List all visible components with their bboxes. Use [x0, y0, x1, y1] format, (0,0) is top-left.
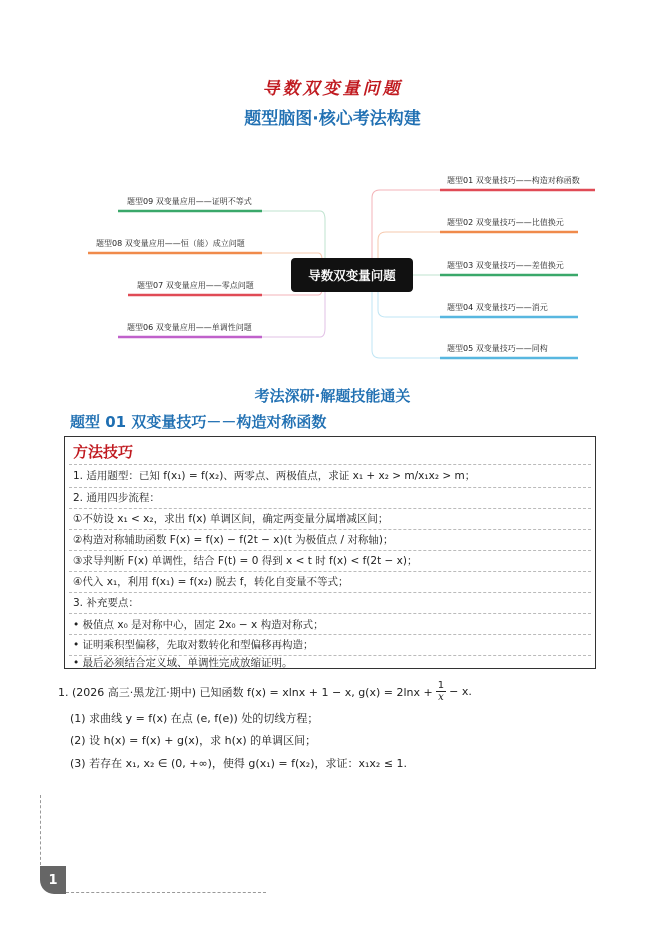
section-heading: 考法深研·解题技能通关 [254, 387, 411, 405]
method-title: 方法技巧 [73, 443, 134, 461]
method-line-3: ①不妨设 x₁ < x₂，求出 f(x) 单调区间，确定两变量分属增减区间； [73, 513, 389, 525]
mindmap-branch-07: 题型07 双变量应用——零点问题 [137, 281, 254, 290]
type-heading: 题型 01 双变量技巧－－构造对称函数 [70, 413, 327, 431]
mindmap-branch-04: 题型04 双变量技巧——消元 [447, 303, 548, 312]
method-line-4: ②构造对称辅助函数 F(x) = f(x) − f(2t − x)(t 为极值点 / 对称轴)； [73, 534, 394, 546]
method-line-9: • 证明乘积型偏移，先取对数转化和型偏移再构造； [73, 639, 314, 651]
method-divider [69, 634, 591, 635]
mindmap-branch-02: 题型02 双变量技巧——比值换元 [447, 218, 564, 227]
method-line-1: 1. 适用题型：已知 f(x₁) = f(x₂)、两零点、两极值点，求证 x₁ + x₂ > m/x₁x₂ > m； [73, 470, 476, 482]
method-line-5: ③求导判断 F(x) 单调性，结合 F(t) = 0 得到 x < t 时 f(x) < f(2t − x)； [73, 555, 418, 567]
question-part-2: (2) 设 h(x) = f(x) + g(x)，求 h(x) 的单调区间； [70, 734, 317, 747]
mindmap-branch-06: 题型06 双变量应用——单调性问题 [127, 323, 252, 332]
document-subtitle: 题型脑图·核心考法构建 [244, 109, 421, 129]
mindmap-branch-03: 题型03 双变量技巧——差值换元 [447, 261, 564, 270]
method-line-8: • 极值点 x₀ 是对称中心，固定 2x₀ − x 构造对称式； [73, 619, 324, 631]
method-line-2: 2. 通用四步流程： [73, 492, 160, 504]
method-divider [69, 550, 591, 551]
fraction-numerator: 1 [437, 680, 445, 691]
method-divider [69, 571, 591, 572]
question-stem-suffix: − x. [449, 685, 472, 698]
method-divider [69, 464, 591, 465]
decorative-dashed-line [40, 795, 41, 865]
method-divider [69, 592, 591, 593]
method-divider [69, 613, 591, 614]
mindmap-branch-01: 题型01 双变量技巧——构造对称函数 [447, 176, 580, 185]
mindmap-branch-05: 题型05 双变量技巧——同构 [447, 344, 548, 353]
fraction [436, 680, 446, 703]
mindmap-branch-08: 题型08 双变量应用——恒（能）成立问题 [96, 239, 245, 248]
question-stem-prefix: 1. (2026 高三·黑龙江·期中) 已知函数 f(x) = xlnx + 1 − x, g(x) = 2lnx + [58, 685, 433, 699]
method-line-7: 3. 补充要点： [73, 597, 139, 609]
method-divider [69, 529, 591, 530]
method-box [64, 436, 596, 669]
question-stem [58, 680, 472, 703]
fraction-denominator: x [438, 692, 444, 703]
decorative-dashed-line [66, 892, 266, 893]
question-part-3: (3) 若存在 x₁, x₂ ∈ (0, +∞)，使得 g(x₁) = f(x₂)，求证：x₁x₂ ≤ 1. [70, 757, 408, 770]
method-divider [69, 487, 591, 488]
method-line-6: ④代入 x₁，利用 f(x₁) = f(x₂) 脱去 f，转化自变量不等式； [73, 576, 349, 588]
method-line-10: • 最后必须结合定义域、单调性完成放缩证明。 [73, 657, 293, 669]
question-part-1: (1) 求曲线 y = f(x) 在点 (e, f(e)) 处的切线方程； [70, 712, 319, 725]
method-divider [69, 508, 591, 509]
mindmap-center-node: 导数双变量问题 [291, 258, 413, 292]
page-number: 1 [40, 866, 66, 894]
mindmap-branch-09: 题型09 双变量应用——证明不等式 [127, 197, 252, 206]
document-title: 导数双变量问题 [262, 79, 403, 99]
